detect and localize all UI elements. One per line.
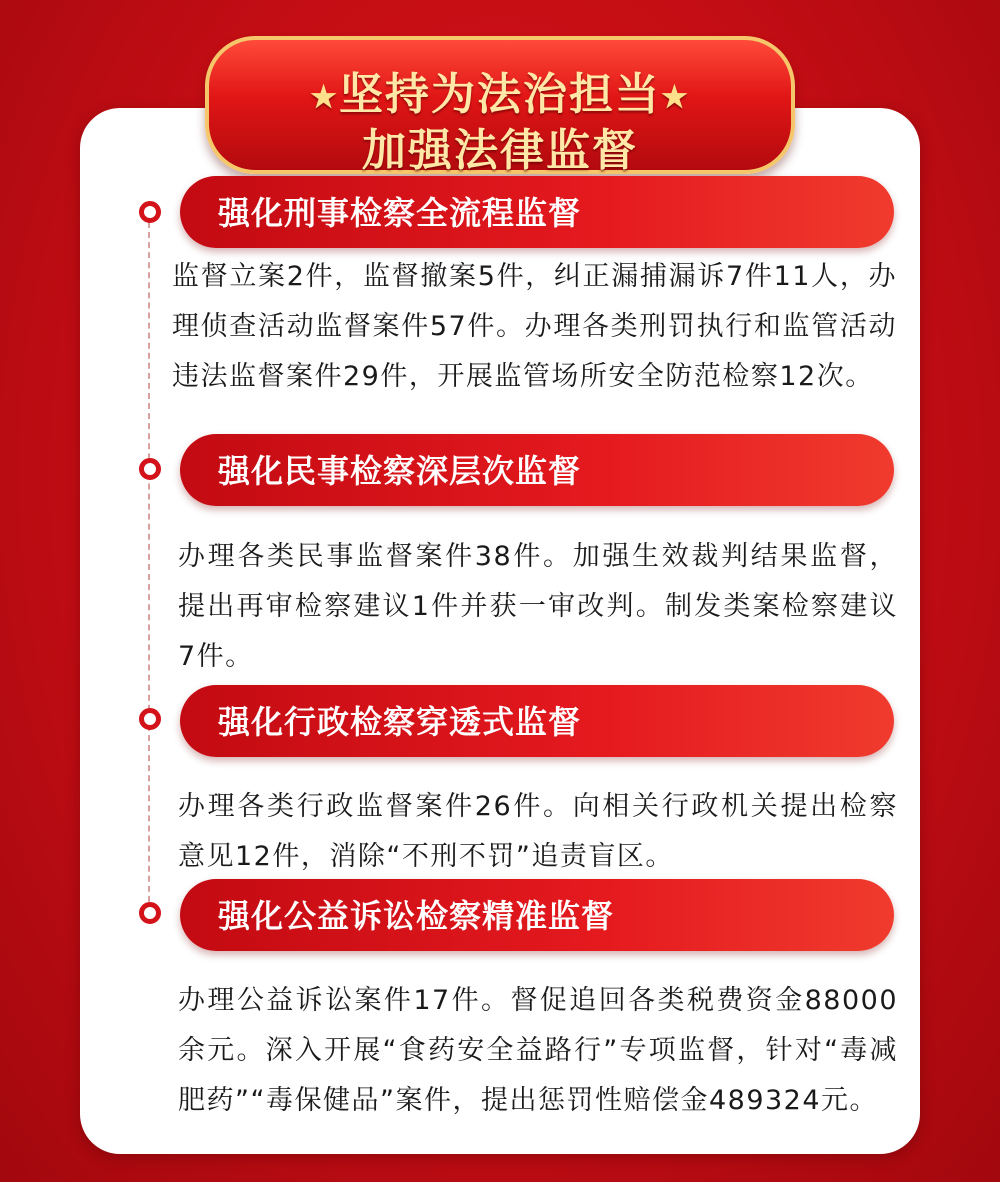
bullet-icon	[139, 201, 161, 223]
title-banner	[205, 36, 795, 174]
star-icon: ★	[310, 80, 339, 115]
section-header-criminal	[180, 176, 894, 248]
section-title: 强化刑事检察全流程监督	[218, 194, 582, 232]
section-header-administrative	[180, 685, 894, 757]
section-title: 强化行政检察穿透式监督	[218, 703, 582, 741]
bullet-icon	[139, 458, 161, 480]
section-title: 强化公益诉讼检察精准监督	[218, 897, 615, 935]
title-line-1	[209, 58, 791, 122]
section-title: 强化民事检察深层次监督	[218, 452, 582, 490]
section-body-administrative: 办理各类行政监督案件26件。向相关行政机关提出检察意见12件，消除“不刑不罚”追责盲区。	[178, 791, 898, 872]
bullet-icon	[139, 902, 161, 924]
section-body-civil: 办理各类民事监督案件38件。加强生效裁判结果监督，提出再审检察建议1件并获一审改判。制发类案检察建议7件。	[178, 541, 898, 672]
timeline-line	[148, 222, 150, 922]
title-text-1: 坚持为法治担当	[339, 69, 661, 120]
section-body-public-interest: 办理公益诉讼案件17件。督促追回各类税费资金88000余元。深入开展“食药安全益路行”专项监督，针对“毒减肥药”“毒保健品”案件，提出惩罚性赔偿金489324元。	[178, 985, 898, 1116]
bullet-icon	[139, 708, 161, 730]
title-line-2: 加强法律监督	[362, 125, 638, 176]
star-icon: ★	[661, 80, 690, 115]
section-header-public-interest	[180, 879, 894, 951]
section-header-civil	[180, 434, 894, 506]
section-body-criminal: 监督立案2件，监督撤案5件，纠正漏捕漏诉7件11人，办理侦查活动监督案件57件。办理各类刑罚执行和监管活动违法监督案件29件，开展监管场所安全防范检察12次。	[172, 261, 897, 392]
